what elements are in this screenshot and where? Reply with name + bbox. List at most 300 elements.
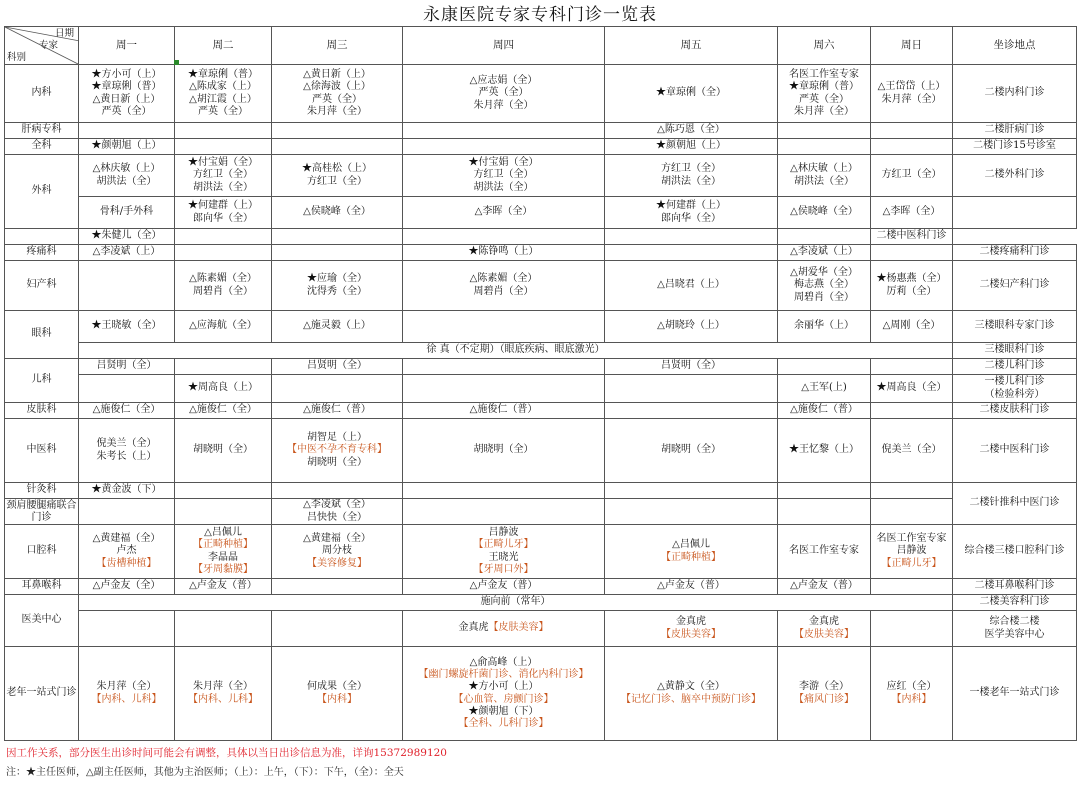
- schedule-cell-fri: [605, 579, 778, 595]
- doctor-entry: △王岱岱（上）: [877, 81, 946, 93]
- doctor-entry: △应志娟（全）: [469, 75, 538, 87]
- doctor-entry: ★何建群（上）: [188, 200, 258, 212]
- schedule-cell-sun: [871, 499, 953, 525]
- department-cell: 内科: [5, 65, 79, 123]
- doctor-entry: 【美容修复】: [307, 557, 367, 569]
- schedule-cell-fri: [605, 359, 778, 375]
- location-cell: 二楼针推科中医门诊: [953, 483, 1077, 525]
- schedule-row: [5, 499, 1077, 525]
- schedule-cell-wed: [272, 375, 403, 403]
- doctor-entry: 【牙周口外】: [473, 563, 534, 575]
- schedule-cell-fri: [605, 419, 778, 483]
- doctor-entry: 方红卫（全）: [193, 169, 253, 181]
- schedule-cell-thu: [403, 359, 605, 375]
- doctor-entry: ★章琼俐（普）: [789, 81, 859, 93]
- schedule-cell-tue: [175, 611, 272, 647]
- doctor-entry: ★颜朝旭（上）: [91, 140, 162, 152]
- doctor-entry: 严英（全）: [799, 93, 849, 105]
- schedule-cell-thu: [403, 611, 605, 647]
- doctor-entry: △卢金友（全）: [92, 580, 161, 592]
- doctor-entry: 胡晓明（全）: [307, 456, 367, 468]
- schedule-cell-fri: [605, 647, 778, 741]
- schedule-cell-mon: [79, 525, 175, 579]
- doctor-entry: △施俊仁（普）: [790, 404, 858, 416]
- merged-schedule-cell: 徐 真（不定期）（眼底疾病、眼底激光）: [79, 343, 953, 359]
- schedule-cell-thu: [403, 483, 605, 499]
- schedule-row: [5, 419, 1077, 483]
- schedule-cell-fri: [605, 611, 778, 647]
- schedule-cell-sat: [778, 611, 871, 647]
- doctor-entry: △吕佩儿: [672, 539, 710, 551]
- location-cell: 二楼肝病门诊: [953, 123, 1077, 139]
- day-header-mon: 周一: [79, 27, 175, 65]
- schedule-cell-wed: [272, 525, 403, 579]
- doctor-entry: 朱月萍（全）: [307, 105, 367, 117]
- location-cell: 三楼眼科专家门诊: [953, 311, 1077, 343]
- schedule-cell-mon: [79, 579, 175, 595]
- doctor-entry: 胡洪法（全）: [661, 175, 721, 187]
- schedule-cell-sat: [778, 65, 871, 123]
- doctor-entry: △陈素媚（全）: [189, 273, 257, 285]
- schedule-cell-thu: [403, 525, 605, 579]
- schedule-cell-tue: [79, 229, 175, 245]
- location-cell: 二楼中医科门诊: [871, 229, 953, 245]
- schedule-body: [5, 65, 1077, 741]
- department-cell: 肝病专科: [5, 123, 79, 139]
- schedule-cell-fri: [605, 525, 778, 579]
- location-line: 医学美容中心: [984, 628, 1045, 640]
- schedule-cell-tue: [175, 579, 272, 595]
- doctor-entry: △黄日新（上）: [303, 69, 371, 81]
- schedule-cell-mon: [79, 139, 175, 155]
- schedule-cell-tue: [175, 499, 272, 525]
- doctor-entry: △吕佩儿: [204, 527, 242, 539]
- doctor-entry: 【痛风门诊】: [794, 693, 854, 705]
- doctor-entry: ★黄金波（下）: [91, 484, 162, 496]
- doctor-entry: 朱考长（上）: [96, 450, 157, 462]
- schedule-cell-thu: [403, 123, 605, 139]
- schedule-cell-fri: [403, 229, 605, 245]
- doctor-entry: △李凌斌（上）: [92, 246, 161, 258]
- schedule-cell-sun: [871, 647, 953, 741]
- schedule-cell-thu: [403, 579, 605, 595]
- schedule-cell-wed: [272, 155, 403, 197]
- day-header-sat: 周六: [778, 27, 871, 65]
- schedule-cell-thu: [272, 229, 403, 245]
- doctor-entry: 倪美兰（全）: [96, 438, 157, 450]
- doctor-entry: △应海航（全）: [189, 320, 257, 332]
- doctor-entry: 郎向华（全）: [193, 212, 253, 224]
- schedule-cell-sat: [778, 311, 871, 343]
- page-title: 永康医院专家专科门诊一览表: [423, 5, 657, 25]
- schedule-cell-sat: [778, 139, 871, 155]
- schedule-row: [5, 229, 1077, 245]
- schedule-cell-fri: [605, 139, 778, 155]
- schedule-row: [5, 375, 1077, 403]
- schedule-cell-tue: [175, 155, 272, 197]
- schedule-cell-sat: [778, 403, 871, 419]
- schedule-cell-fri: [605, 499, 778, 525]
- schedule-row: [5, 245, 1077, 261]
- doctor-entry: △施俊仁（普）: [303, 404, 371, 416]
- doctor-entry: 严英（全）: [478, 87, 529, 99]
- schedule-cell-sun: [871, 375, 953, 403]
- doctor-entry: △黄建福（全）: [303, 533, 371, 545]
- schedule-cell-fri: [605, 311, 778, 343]
- doctor-entry: ★高桂松（上）: [302, 163, 372, 175]
- schedule-row: [5, 483, 1077, 499]
- doctor-entry: 【正畸种植】: [193, 539, 253, 551]
- doctor-entry: △黄建福（全）: [92, 533, 161, 545]
- doctor-entry: 朱月萍（全）: [794, 105, 854, 117]
- doctor-entry: 胡智足（上）: [307, 432, 367, 444]
- location-line: 一楼儿科门诊: [984, 376, 1045, 388]
- doctor-entry: ★周高良（上）: [188, 382, 258, 394]
- schedule-cell-tue: [272, 197, 403, 229]
- doctor-entry: 何成果（全）: [307, 681, 367, 693]
- schedule-row: [5, 579, 1077, 595]
- schedule-cell-mon: [79, 65, 175, 123]
- schedule-cell-fri: [605, 483, 778, 499]
- location-cell: 二楼门诊15号诊室: [953, 139, 1077, 155]
- doctor-entry: ★王忆黎（上）: [789, 444, 859, 456]
- doctor-entry: ★王晓敏（全）: [91, 320, 162, 332]
- doctor-entry: △李晖（全）: [474, 206, 533, 218]
- doctor-entry: △施俊仁（全）: [189, 404, 257, 416]
- location-header: 坐诊地点: [953, 27, 1077, 65]
- doctor-entry: 余丽华（上）: [794, 320, 854, 332]
- doctor-entry: 胡晓明（全）: [473, 444, 534, 456]
- doctor-entry: △黄日新（上）: [92, 93, 161, 105]
- schedule-cell-thu: [403, 647, 605, 741]
- schedule-cell-sun: [871, 525, 953, 579]
- doctor-entry: 吕快快（全）: [307, 511, 367, 523]
- corner-header: [5, 27, 79, 65]
- doctor-entry: 【正畸儿牙】: [881, 557, 942, 569]
- doctor-entry: ★应瑜（全）: [307, 273, 367, 285]
- schedule-cell-thu: [403, 403, 605, 419]
- department-cell: 妇产科: [5, 261, 79, 311]
- schedule-cell-sat: [778, 483, 871, 499]
- location-cell: 综合楼三楼口腔科门诊: [953, 525, 1077, 579]
- schedule-cell-sat: [778, 419, 871, 483]
- schedule-cell-mon: [79, 311, 175, 343]
- location-cell: 二楼疼痛科门诊: [953, 245, 1077, 261]
- doctor-entry: 周分枝: [322, 545, 352, 557]
- location-cell: 二楼内科门诊: [953, 65, 1077, 123]
- schedule-cell-sat: [605, 229, 778, 245]
- header-row: [5, 27, 1077, 65]
- doctor-entry: 倪美兰（全）: [881, 444, 942, 456]
- doctor-entry: △施灵毅（上）: [303, 320, 371, 332]
- schedule-cell-thu: [403, 139, 605, 155]
- schedule-cell-mon: [79, 123, 175, 139]
- doctor-entry: 吕静波: [488, 527, 519, 539]
- doctor-entry: 胡晓明（全）: [661, 444, 721, 456]
- doctor-entry: 【心血管、房颤门诊】: [453, 693, 554, 705]
- schedule-cell-sun: [871, 483, 953, 499]
- schedule-cell-wed: [272, 123, 403, 139]
- schedule-row: [5, 525, 1077, 579]
- schedule-cell-thu: [403, 155, 605, 197]
- day-header-sun: 周日: [871, 27, 953, 65]
- doctor-entry: 【中医不孕不育专科】: [287, 444, 387, 456]
- doctor-entry: △陈成家（上）: [189, 81, 257, 93]
- schedule-cell-sun: [871, 311, 953, 343]
- doctor-entry: 朱月萍（全）: [881, 93, 942, 105]
- merged-schedule-cell: 施向前（常年）: [79, 595, 953, 611]
- doctor-entry: 【皮肤美容】: [794, 628, 854, 640]
- doctor-entry: △李晖（全）: [882, 206, 941, 218]
- doctor-entry: ★章琼俐（普）: [91, 81, 162, 93]
- schedule-notice: 因工作关系，部分医生出诊时间可能会有调整，具体以当日出诊信息为准，详询15372989120: [6, 747, 447, 759]
- location-line: 综合楼二楼: [989, 616, 1040, 628]
- doctor-entry: △俞高峰（上）: [469, 656, 538, 668]
- schedule-cell-thu: [605, 197, 778, 229]
- schedule-row: [5, 155, 1077, 197]
- doctor-entry: 卢杰: [116, 545, 137, 557]
- doctor-entry: ★朱健儿（全）: [91, 230, 162, 242]
- schedule-cell-wed: [272, 483, 403, 499]
- doctor-entry: 王晓光: [488, 551, 519, 563]
- schedule-table: [4, 26, 1077, 741]
- department-cell: 儿科: [5, 359, 79, 403]
- schedule-row: [5, 123, 1077, 139]
- schedule-cell-fri: [605, 155, 778, 197]
- location-cell: 二楼中医科门诊: [953, 419, 1077, 483]
- schedule-cell-sat: [778, 123, 871, 139]
- doctor-entry: 严英（全）: [312, 93, 362, 105]
- doctor-entry: ★周高良（全）: [876, 382, 947, 394]
- schedule-cell-sun: [871, 419, 953, 483]
- schedule-row: [5, 197, 1077, 229]
- schedule-cell-sun: [871, 403, 953, 419]
- day-header-tue: 周二: [175, 27, 272, 65]
- doctor-entry: 胡洪法（全）: [193, 181, 253, 193]
- schedule-cell-thu: [403, 245, 605, 261]
- doctor-entry: 【内科、儿科】: [188, 693, 258, 705]
- doctor-entry: 吕贤明（全）: [96, 360, 157, 372]
- schedule-row: [5, 261, 1077, 311]
- schedule-cell-thu: [403, 499, 605, 525]
- schedule-cell-sat: [778, 499, 871, 525]
- doctor-entry: △林庆敏（上）: [790, 163, 858, 175]
- doctor-entry: 严英（全）: [198, 105, 248, 117]
- doctor-entry: 方红卫（全）: [881, 169, 942, 181]
- location-cell: 二楼美容科门诊: [953, 595, 1077, 611]
- schedule-cell-tue: [175, 359, 272, 375]
- doctor-entry: △徐海波（上）: [303, 81, 371, 93]
- schedule-cell-wed: [272, 419, 403, 483]
- schedule-cell-sat: [778, 375, 871, 403]
- doctor-entry: 胡洪法（全）: [96, 175, 157, 187]
- corner-expert-label: 专家: [39, 40, 59, 51]
- schedule-row: [5, 139, 1077, 155]
- legend-footnote: 注：★主任医师，△副主任医师，其他为主治医师；（上）：上午，（下）：下午，（全）：全天: [6, 767, 404, 778]
- doctor-entry: △吕晓君（上）: [657, 279, 725, 291]
- doctor-entry: 【内科、儿科】: [91, 693, 162, 705]
- schedule-cell-wed: [272, 65, 403, 123]
- doctor-entry: 李晶晶: [208, 551, 238, 563]
- department-cell: 口腔科: [5, 525, 79, 579]
- doctor-entry: △周刚（全）: [882, 320, 941, 332]
- doctor-entry: 朱月萍（全）: [473, 99, 534, 111]
- doctor-entry: 严英（全）: [101, 105, 152, 117]
- schedule-cell-thu: [403, 65, 605, 123]
- doctor-entry: 周碧肖（全）: [794, 291, 854, 303]
- corner-date-label: 日期: [54, 28, 74, 39]
- schedule-cell-sat: [778, 579, 871, 595]
- doctor-entry: 周碧肖（全）: [473, 285, 534, 297]
- doctor-entry: 【全科、儿科门诊】: [458, 717, 549, 729]
- location-cell: 二楼耳鼻喉科门诊: [953, 579, 1077, 595]
- location-cell: 二楼皮肤科门诊: [953, 403, 1077, 419]
- schedule-cell-sun: [871, 611, 953, 647]
- doctor-entry: ★方小可（上）: [91, 69, 162, 81]
- schedule-cell-sun: [871, 579, 953, 595]
- schedule-cell-mon: [79, 375, 175, 403]
- schedule-row: [5, 647, 1077, 741]
- doctor-entry: 【牙周黏膜】: [193, 563, 253, 575]
- schedule-cell-wed: [272, 311, 403, 343]
- doctor-entry: ★付宝娟（全）: [468, 157, 539, 169]
- schedule-cell-tue: [175, 525, 272, 579]
- doctor-entry: ★杨惠燕（全）: [876, 273, 947, 285]
- doctor-entry: △卢金友（普）: [657, 580, 725, 592]
- doctor-entry: △胡爱华（全）: [790, 267, 858, 279]
- department-cell: 皮肤科: [5, 403, 79, 419]
- schedule-cell-wed: [403, 197, 605, 229]
- doctor-entry: 【记忆门诊、脑卒中预防门诊】: [621, 693, 761, 705]
- doctor-entry: △林庆敏（上）: [92, 163, 161, 175]
- department-cell: 骨科/手外科: [79, 197, 175, 229]
- schedule-cell-fri: [778, 197, 871, 229]
- schedule-cell-sun: [953, 197, 1077, 229]
- schedule-cell-mon: [79, 155, 175, 197]
- doctor-entry: 吕贤明（全）: [307, 360, 367, 372]
- doctor-entry: ★付宝娟（全）: [188, 157, 258, 169]
- schedule-cell-tue: [175, 245, 272, 261]
- schedule-cell-thu: [403, 261, 605, 311]
- corner-dept-label: 科别: [7, 52, 27, 63]
- location-cell: [953, 375, 1077, 403]
- department-cell: 外科: [5, 155, 79, 229]
- day-header-fri: 周五: [605, 27, 778, 65]
- department-cell: 全科: [5, 139, 79, 155]
- schedule-cell-fri: [605, 65, 778, 123]
- schedule-cell-fri: [605, 245, 778, 261]
- day-header-wed: 周三: [272, 27, 403, 65]
- schedule-cell-tue: [175, 311, 272, 343]
- schedule-cell-wed: [272, 647, 403, 741]
- schedule-row: [5, 359, 1077, 375]
- schedule-cell-tue: [175, 483, 272, 499]
- location-cell: [953, 611, 1077, 647]
- schedule-cell-sat: [871, 197, 953, 229]
- doctor-entry: 名医工作室专家: [876, 533, 947, 545]
- schedule-cell-sat: [778, 245, 871, 261]
- doctor-entry: 方红卫（全）: [473, 169, 534, 181]
- doctor-entry: 朱月萍（全）: [96, 681, 157, 693]
- doctor-entry: 【幽门螺旋杆菌门诊、消化内科门诊】: [418, 669, 589, 681]
- doctor-entry: 【齿槽种植】: [96, 557, 157, 569]
- doctor-entry: 李游（全）: [799, 681, 849, 693]
- schedule-row: [5, 611, 1077, 647]
- doctor-entry: △侯晓峰（全）: [303, 206, 371, 218]
- location-cell: 三楼眼科门诊: [953, 343, 1077, 359]
- schedule-cell-tue: [175, 65, 272, 123]
- schedule-cell-thu: [403, 419, 605, 483]
- doctor-entry: 吕贤明（全）: [661, 360, 721, 372]
- schedule-cell-fri: [605, 261, 778, 311]
- location-cell: 二楼妇产科门诊: [953, 261, 1077, 311]
- schedule-row: [5, 311, 1077, 343]
- doctor-entry: △卢金友（普）: [469, 580, 538, 592]
- cell-comment-marker: [174, 60, 179, 65]
- doctor-entry: △卢金友（普）: [790, 580, 858, 592]
- schedule-cell-tue: [175, 139, 272, 155]
- schedule-cell-sun: [778, 229, 871, 245]
- schedule-row: [5, 65, 1077, 123]
- doctor-entry: 厉莉（全）: [886, 285, 937, 297]
- doctor-entry: 方红卫（全）: [661, 163, 721, 175]
- schedule-cell-tue: [175, 403, 272, 419]
- department-cell: 颈肩腰腿痛联合门诊: [6, 499, 77, 523]
- schedule-cell-wed: [175, 229, 272, 245]
- doctor-entry: ★颜朝旭（上）: [656, 140, 726, 152]
- location-line: （检验科旁）: [984, 388, 1045, 400]
- doctor-entry: △侯晓峰（全）: [790, 206, 858, 218]
- schedule-row: [5, 595, 1077, 611]
- department-cell: 老年一站式门诊: [5, 647, 79, 741]
- doctor-entry: △李凌斌（上）: [790, 246, 858, 258]
- department-cell: 眼科: [5, 311, 79, 359]
- schedule-cell-wed: [272, 579, 403, 595]
- schedule-cell-mon: [5, 229, 79, 245]
- schedule-cell-mon: [79, 403, 175, 419]
- schedule-cell-mon: [79, 483, 175, 499]
- doctor-entry: △黄静文（全）: [657, 681, 725, 693]
- doctor-entry: △施俊仁（普）: [469, 404, 538, 416]
- doctor-entry: △陈巧恩（全）: [657, 124, 725, 136]
- schedule-cell-mon: [175, 197, 272, 229]
- doctor-entry: ★陈铮鸣（上）: [468, 246, 539, 258]
- schedule-cell-tue: [175, 123, 272, 139]
- schedule-cell-sun: [871, 139, 953, 155]
- doctor-entry: ★章琼俐（普）: [188, 69, 258, 81]
- schedule-cell-sat: [778, 359, 871, 375]
- department-cell: 耳鼻喉科: [5, 579, 79, 595]
- schedule-cell-fri: [605, 123, 778, 139]
- doctor-entry: 名医工作室专家: [789, 545, 859, 557]
- doctor-entry: 【内科】: [317, 693, 357, 705]
- doctor-entry: △卢金友（普）: [189, 580, 257, 592]
- doctor-entry: 金真虎: [676, 616, 706, 628]
- schedule-cell-mon: [79, 245, 175, 261]
- doctor-entry: 【正畸种植】: [661, 551, 721, 563]
- schedule-cell-sun: [871, 155, 953, 197]
- doctor-entry: 【皮肤美容】: [661, 628, 721, 640]
- schedule-cell-thu: [403, 375, 605, 403]
- schedule-cell-sat: [778, 155, 871, 197]
- schedule-cell-tue: [175, 647, 272, 741]
- schedule-cell-sat: [778, 261, 871, 311]
- doctor-entry: 沈得秀（全）: [307, 285, 367, 297]
- doctor-entry: ★方小可（上）: [468, 681, 539, 693]
- department-cell: 中医科: [5, 419, 79, 483]
- doctor-entry: 梅志燕（全）: [794, 279, 854, 291]
- schedule-cell-sun: [871, 245, 953, 261]
